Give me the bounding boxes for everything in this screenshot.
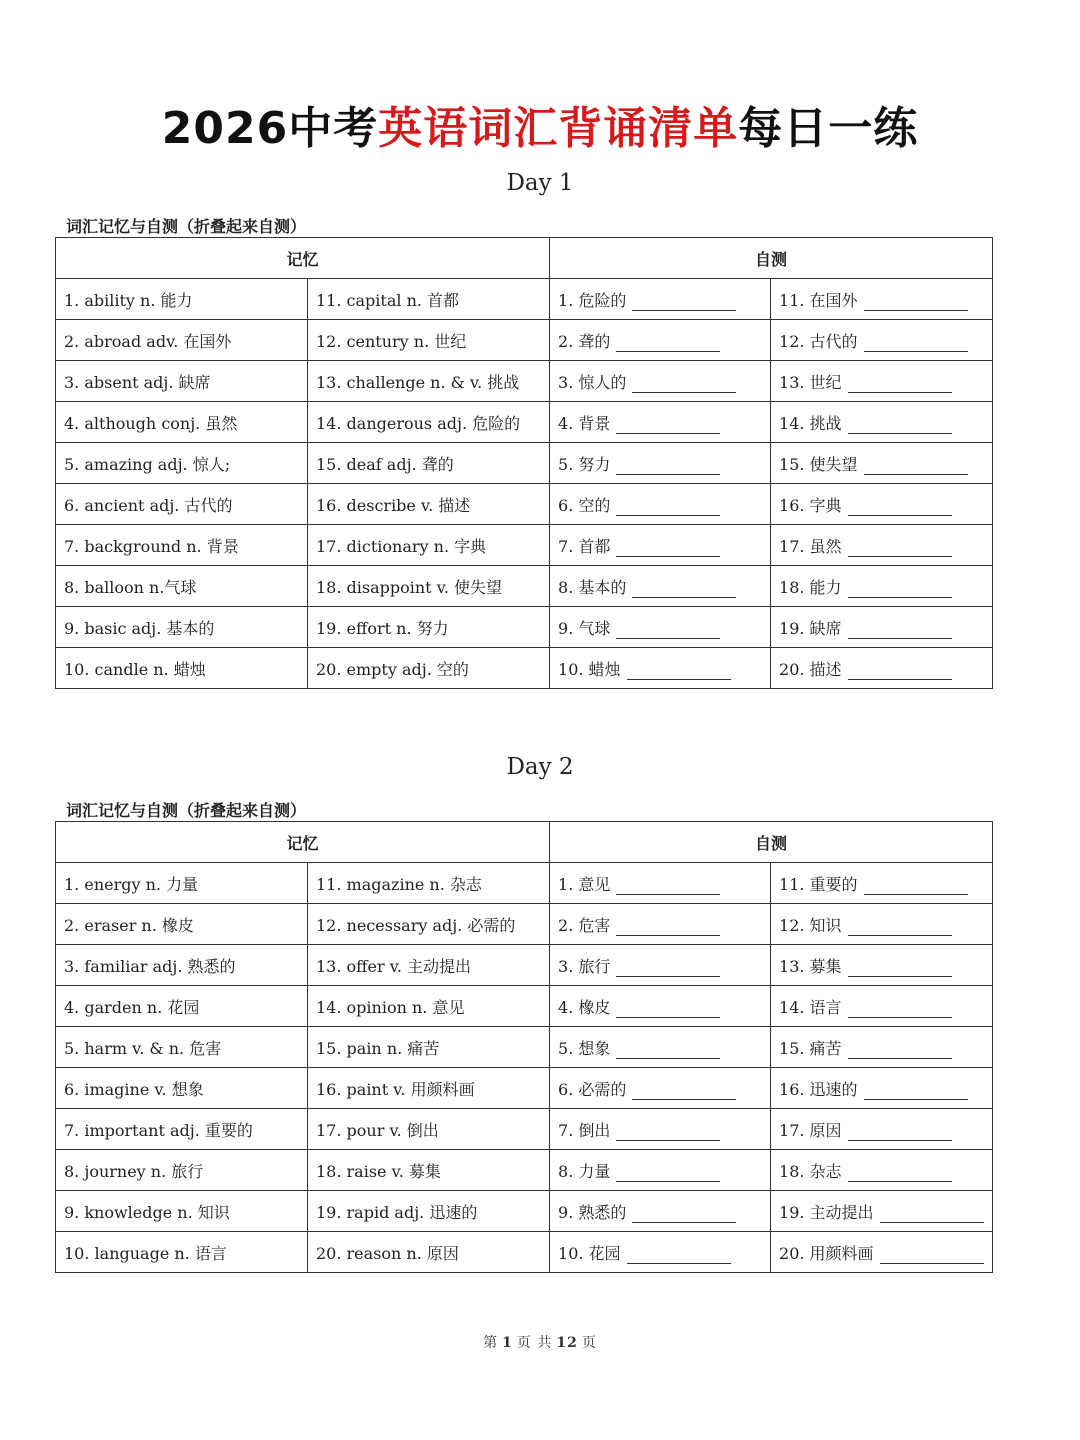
self-test-cell-text: 4. 橡皮	[558, 997, 611, 1017]
self-test-cell-text: 8. 力量	[558, 1161, 611, 1181]
memory-cell-text: 12. necessary adj. 必需的	[316, 915, 516, 935]
memory-cell-text: 17. pour v. 倒出	[316, 1120, 439, 1140]
self-test-cell-text: 16. 迅速的	[779, 1079, 858, 1099]
memory-cell-text: 8. journey n. 旅行	[64, 1161, 204, 1181]
self-test-cell-text: 14. 挑战	[779, 413, 842, 433]
self-test-cell	[550, 607, 771, 648]
memory-cell-text: 16. paint v. 用颜料画	[316, 1079, 475, 1099]
memory-cell-text: 6. ancient adj. 古代的	[64, 495, 233, 515]
answer-blank-line[interactable]	[864, 878, 968, 895]
memory-cell	[56, 443, 308, 484]
memory-cell-text: 13. challenge n. & v. 挑战	[316, 372, 520, 392]
table-row	[56, 1150, 993, 1191]
self-test-cell	[771, 1068, 993, 1109]
memory-cell	[308, 1191, 550, 1232]
table-row	[56, 1068, 993, 1109]
self-test-cell	[550, 1150, 771, 1191]
self-test-cell-text: 12. 知识	[779, 915, 842, 935]
self-test-cell	[771, 904, 993, 945]
self-test-cell-text: 14. 语言	[779, 997, 842, 1017]
memory-cell-text: 3. familiar adj. 熟悉的	[64, 956, 236, 976]
memory-cell-text: 1. energy n. 力量	[64, 874, 199, 894]
answer-blank-line[interactable]	[864, 1083, 968, 1100]
memory-cell-text: 16. describe v. 描述	[316, 495, 471, 515]
memory-cell	[308, 443, 550, 484]
answer-blank-line[interactable]	[848, 581, 952, 598]
self-test-cell-text: 16. 字典	[779, 495, 842, 515]
answer-blank-line[interactable]	[616, 622, 720, 639]
footer-end: 页	[581, 1335, 597, 1351]
memory-cell	[308, 566, 550, 607]
self-test-header: 自测	[550, 822, 993, 863]
answer-blank-line[interactable]	[632, 376, 736, 393]
memory-cell	[308, 1232, 550, 1273]
answer-blank-line[interactable]	[864, 458, 968, 475]
answer-blank-line[interactable]	[632, 581, 736, 598]
self-test-cell	[771, 1027, 993, 1068]
memory-cell	[56, 607, 308, 648]
self-test-cell-text: 18. 能力	[779, 577, 842, 597]
title-suffix: 每日一练	[738, 103, 919, 154]
self-test-cell-text: 20. 用颜料画	[779, 1243, 874, 1263]
table-row	[56, 566, 993, 607]
self-test-cell-text: 11. 在国外	[779, 290, 858, 310]
self-test-cell-text: 20. 描述	[779, 659, 842, 679]
memory-cell	[56, 1027, 308, 1068]
memory-cell	[308, 648, 550, 689]
self-test-cell	[550, 945, 771, 986]
self-test-header: 自测	[550, 238, 993, 279]
memory-cell	[56, 566, 308, 607]
self-test-cell	[550, 320, 771, 361]
answer-blank-line[interactable]	[848, 376, 952, 393]
self-test-cell	[550, 904, 771, 945]
self-test-cell	[550, 1191, 771, 1232]
answer-blank-line[interactable]	[616, 1001, 720, 1018]
day-2-vocab-table	[55, 821, 993, 1273]
answer-blank-line[interactable]	[848, 622, 952, 639]
self-test-cell-text: 2. 危害	[558, 915, 611, 935]
memory-cell	[56, 986, 308, 1027]
answer-blank-line[interactable]	[864, 335, 968, 352]
answer-blank-line[interactable]	[848, 1165, 952, 1182]
self-test-cell	[550, 443, 771, 484]
table-row	[56, 279, 993, 320]
memory-cell	[56, 945, 308, 986]
answer-blank-line[interactable]	[616, 499, 720, 516]
self-test-cell-text: 17. 虽然	[779, 536, 842, 556]
memory-header: 记忆	[56, 238, 550, 279]
memory-cell	[308, 279, 550, 320]
self-test-cell	[771, 648, 993, 689]
self-test-cell-text: 12. 古代的	[779, 331, 858, 351]
memory-cell-text: 10. candle n. 蜡烛	[64, 659, 206, 679]
self-test-cell-text: 9. 气球	[558, 618, 611, 638]
table-row	[56, 1191, 993, 1232]
answer-blank-line[interactable]	[848, 1042, 952, 1059]
self-test-cell	[771, 986, 993, 1027]
memory-cell	[56, 904, 308, 945]
memory-cell-text: 7. important adj. 重要的	[64, 1120, 253, 1140]
table-row	[56, 648, 993, 689]
memory-cell	[56, 279, 308, 320]
memory-cell-text: 15. deaf adj. 聋的	[316, 454, 454, 474]
self-test-cell-text: 13. 世纪	[779, 372, 842, 392]
day-2-heading: Day 2	[506, 754, 574, 780]
self-test-cell	[771, 402, 993, 443]
self-test-cell	[550, 525, 771, 566]
answer-blank-line[interactable]	[616, 878, 720, 895]
self-test-cell-text: 4. 背景	[558, 413, 611, 433]
memory-cell	[308, 1150, 550, 1191]
answer-blank-line[interactable]	[848, 919, 952, 936]
memory-cell-text: 15. pain n. 痛苦	[316, 1038, 440, 1058]
memory-cell-text: 5. harm v. & n. 危害	[64, 1038, 222, 1058]
table-row	[56, 443, 993, 484]
title-highlight: 英语词汇背诵清单	[378, 103, 739, 154]
self-test-cell-text: 15. 使失望	[779, 454, 858, 474]
memory-cell	[56, 1150, 308, 1191]
memory-cell-text: 20. empty adj. 空的	[316, 659, 469, 679]
self-test-cell-text: 5. 想象	[558, 1038, 611, 1058]
self-test-cell-text: 1. 危险的	[558, 290, 627, 310]
table-row	[56, 402, 993, 443]
self-test-cell	[550, 1068, 771, 1109]
footer-total: 12	[556, 1335, 578, 1351]
memory-cell-text: 4. garden n. 花园	[64, 997, 200, 1017]
memory-cell	[308, 1109, 550, 1150]
memory-cell-text: 4. although conj. 虽然	[64, 413, 238, 433]
memory-cell	[308, 904, 550, 945]
memory-cell	[56, 1109, 308, 1150]
answer-blank-line[interactable]	[616, 458, 720, 475]
self-test-cell-text: 1. 意见	[558, 874, 611, 894]
self-test-cell-text: 5. 努力	[558, 454, 611, 474]
answer-blank-line[interactable]	[848, 1001, 952, 1018]
memory-cell	[56, 320, 308, 361]
self-test-cell	[550, 484, 771, 525]
self-test-cell-text: 7. 倒出	[558, 1120, 611, 1140]
self-test-cell-text: 3. 惊人的	[558, 372, 627, 392]
self-test-cell-text: 11. 重要的	[779, 874, 858, 894]
self-test-cell	[550, 361, 771, 402]
memory-cell-text: 6. imagine v. 想象	[64, 1079, 204, 1099]
table-row	[56, 986, 993, 1027]
answer-blank-line[interactable]	[880, 1206, 984, 1223]
memory-cell-text: 12. century n. 世纪	[316, 331, 467, 351]
self-test-cell-text: 19. 主动提出	[779, 1202, 874, 1222]
answer-blank-line[interactable]	[616, 335, 720, 352]
self-test-cell	[771, 1232, 993, 1273]
answer-blank-line[interactable]	[616, 1165, 720, 1182]
table-row	[56, 945, 993, 986]
memory-cell-text: 2. eraser n. 橡皮	[64, 915, 194, 935]
self-test-cell	[550, 1232, 771, 1273]
memory-cell-text: 2. abroad adv. 在国外	[64, 331, 232, 351]
day-1-heading: Day 1	[506, 170, 574, 196]
memory-cell	[56, 863, 308, 904]
answer-blank-line[interactable]	[632, 294, 736, 311]
table-row	[56, 1027, 993, 1068]
memory-cell-text: 9. basic adj. 基本的	[64, 618, 215, 638]
self-test-cell	[771, 863, 993, 904]
self-test-cell	[771, 1150, 993, 1191]
answer-blank-line[interactable]	[616, 540, 720, 557]
answer-blank-line[interactable]	[848, 540, 952, 557]
memory-cell	[308, 1027, 550, 1068]
memory-cell	[308, 361, 550, 402]
answer-blank-line[interactable]	[616, 417, 720, 434]
table-row	[56, 607, 993, 648]
self-test-cell	[550, 1027, 771, 1068]
self-test-cell-text: 6. 空的	[558, 495, 611, 515]
memory-cell-text: 3. absent adj. 缺席	[64, 372, 211, 392]
self-test-cell	[771, 320, 993, 361]
self-test-cell-text: 7. 首都	[558, 536, 611, 556]
memory-cell	[308, 484, 550, 525]
self-test-cell-text: 17. 原因	[779, 1120, 842, 1140]
self-test-cell	[771, 1191, 993, 1232]
self-test-cell	[550, 863, 771, 904]
self-test-cell	[550, 1109, 771, 1150]
memory-cell-text: 5. amazing adj. 惊人;	[64, 454, 231, 474]
self-test-cell-text: 15. 痛苦	[779, 1038, 842, 1058]
self-test-cell-text: 2. 聋的	[558, 331, 611, 351]
memory-cell	[308, 1068, 550, 1109]
memory-cell	[308, 945, 550, 986]
memory-cell-text: 17. dictionary n. 字典	[316, 536, 487, 556]
memory-cell-text: 18. raise v. 募集	[316, 1161, 441, 1181]
self-test-cell-text: 6. 必需的	[558, 1079, 627, 1099]
self-test-cell	[550, 566, 771, 607]
self-test-cell	[550, 279, 771, 320]
answer-blank-line[interactable]	[848, 663, 952, 680]
memory-header: 记忆	[56, 822, 550, 863]
memory-cell-text: 10. language n. 语言	[64, 1243, 227, 1263]
self-test-cell	[771, 361, 993, 402]
answer-blank-line[interactable]	[880, 1247, 984, 1264]
answer-blank-line[interactable]	[848, 499, 952, 516]
memory-cell	[308, 402, 550, 443]
self-test-cell	[771, 1109, 993, 1150]
memory-cell	[56, 484, 308, 525]
answer-blank-line[interactable]	[632, 1083, 736, 1100]
answer-blank-line[interactable]	[848, 417, 952, 434]
memory-cell-text: 13. offer v. 主动提出	[316, 956, 472, 976]
footer-page-label: 第	[483, 1335, 499, 1351]
memory-cell	[56, 648, 308, 689]
memory-cell-text: 14. dangerous adj. 危险的	[316, 413, 521, 433]
memory-cell	[308, 863, 550, 904]
memory-cell-text: 14. opinion n. 意见	[316, 997, 465, 1017]
memory-cell-text: 9. knowledge n. 知识	[64, 1202, 230, 1222]
memory-cell-text: 19. rapid adj. 迅速的	[316, 1202, 478, 1222]
self-test-cell-text: 10. 蜡烛	[558, 659, 621, 679]
self-test-cell	[550, 648, 771, 689]
answer-blank-line[interactable]	[616, 1124, 720, 1141]
table-row	[56, 320, 993, 361]
self-test-cell-text: 8. 基本的	[558, 577, 627, 597]
memory-cell-text: 20. reason n. 原因	[316, 1243, 459, 1263]
memory-cell	[56, 1232, 308, 1273]
self-test-cell-text: 18. 杂志	[779, 1161, 842, 1181]
self-test-cell	[550, 986, 771, 1027]
memory-cell-text: 7. background n. 背景	[64, 536, 239, 556]
memory-cell	[56, 1191, 308, 1232]
memory-cell	[56, 402, 308, 443]
self-test-cell	[771, 484, 993, 525]
self-test-cell	[771, 443, 993, 484]
table-row	[56, 1109, 993, 1150]
memory-cell-text: 11. magazine n. 杂志	[316, 874, 482, 894]
day-2-subtitle: 词汇记忆与自测（折叠起来自测）	[66, 801, 307, 820]
memory-cell	[56, 361, 308, 402]
answer-blank-line[interactable]	[848, 960, 952, 977]
footer-mid: 页 共	[516, 1335, 553, 1351]
memory-cell	[56, 525, 308, 566]
answer-blank-line[interactable]	[627, 663, 731, 680]
day-1-subtitle: 词汇记忆与自测（折叠起来自测）	[66, 217, 307, 236]
memory-cell	[308, 607, 550, 648]
answer-blank-line[interactable]	[616, 919, 720, 936]
self-test-cell-text: 13. 募集	[779, 956, 842, 976]
self-test-cell-text: 9. 熟悉的	[558, 1202, 627, 1222]
self-test-cell-text: 10. 花园	[558, 1243, 621, 1263]
self-test-cell	[771, 525, 993, 566]
day-1-vocab-table	[55, 237, 993, 689]
page-title	[0, 92, 1080, 156]
memory-cell-text: 18. disappoint v. 使失望	[316, 577, 503, 597]
table-row	[56, 863, 993, 904]
memory-cell	[308, 986, 550, 1027]
self-test-cell	[550, 402, 771, 443]
table-row	[56, 484, 993, 525]
memory-cell-text: 1. ability n. 能力	[64, 290, 193, 310]
self-test-cell	[771, 945, 993, 986]
page-footer	[0, 1332, 1080, 1352]
answer-blank-line[interactable]	[864, 294, 968, 311]
self-test-cell	[771, 279, 993, 320]
table-row	[56, 361, 993, 402]
memory-cell-text: 19. effort n. 努力	[316, 618, 449, 638]
self-test-cell-text: 19. 缺席	[779, 618, 842, 638]
self-test-cell	[771, 566, 993, 607]
answer-blank-line[interactable]	[632, 1206, 736, 1223]
memory-cell	[308, 320, 550, 361]
table-row	[56, 904, 993, 945]
self-test-cell-text: 3. 旅行	[558, 956, 611, 976]
answer-blank-line[interactable]	[616, 960, 720, 977]
self-test-cell	[771, 607, 993, 648]
answer-blank-line[interactable]	[616, 1042, 720, 1059]
table-row	[56, 525, 993, 566]
title-prefix: 2026中考	[161, 103, 379, 154]
answer-blank-line[interactable]	[848, 1124, 952, 1141]
memory-cell	[308, 525, 550, 566]
memory-cell-text: 11. capital n. 首都	[316, 290, 460, 310]
table-row	[56, 1232, 993, 1273]
memory-cell	[56, 1068, 308, 1109]
memory-cell-text: 8. balloon n.气球	[64, 577, 197, 597]
answer-blank-line[interactable]	[627, 1247, 731, 1264]
footer-page-number: 1	[502, 1335, 513, 1351]
